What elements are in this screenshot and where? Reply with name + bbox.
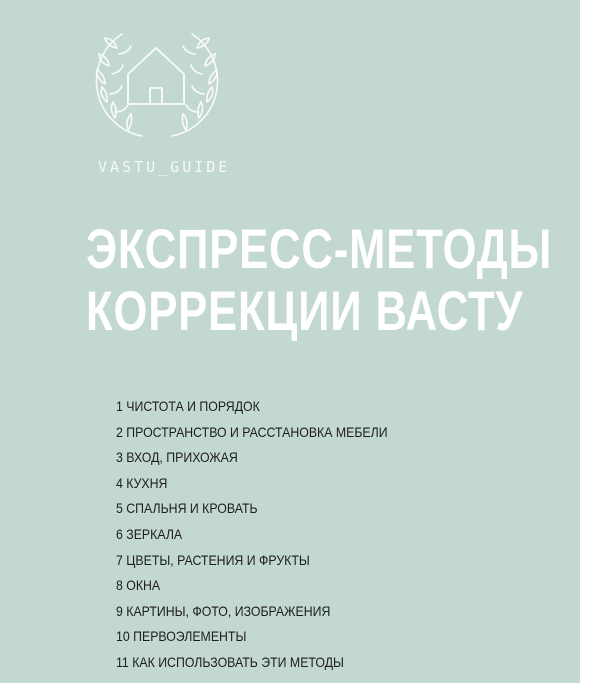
list-item: 9 КАРТИНЫ, ФОТО, ИЗОБРАЖЕНИЯ bbox=[116, 602, 331, 619]
list-item: 2 ПРОСТРАНСТВО И РАССТАНОВКА МЕБЕЛИ bbox=[116, 423, 388, 440]
page-title bbox=[86, 218, 552, 342]
table-of-contents bbox=[116, 394, 425, 676]
list-item: 4 КУХНЯ bbox=[116, 474, 168, 491]
list-item: 8 ОКНА bbox=[116, 577, 161, 594]
list-item: 11 КАК ИСПОЛЬЗОВАТЬ ЭТИ МЕТОДЫ bbox=[116, 653, 344, 670]
list-item: 1 ЧИСТОТА И ПОРЯДОК bbox=[116, 398, 260, 414]
title-line-2: КОРРЕКЦИИ ВАСТУ bbox=[86, 279, 524, 342]
brand-name: VASTU_GUIDE bbox=[98, 158, 231, 176]
list-item: 5 СПАЛЬНЯ И КРОВАТЬ bbox=[116, 500, 258, 517]
house-icon bbox=[128, 48, 184, 104]
laurel-wreath-icon bbox=[92, 18, 222, 148]
list-item: 6 ЗЕРКАЛА bbox=[116, 525, 183, 542]
title-line-1: ЭКСПРЕСС-МЕТОДЫ bbox=[86, 217, 553, 280]
list-item: 7 ЦВЕТЫ, РАСТЕНИЯ И ФРУКТЫ bbox=[116, 551, 310, 568]
logo bbox=[92, 18, 222, 148]
list-item: 10 ПЕРВОЭЛЕМЕНТЫ bbox=[116, 628, 247, 645]
list-item: 3 ВХОД, ПРИХОЖАЯ bbox=[116, 449, 238, 466]
